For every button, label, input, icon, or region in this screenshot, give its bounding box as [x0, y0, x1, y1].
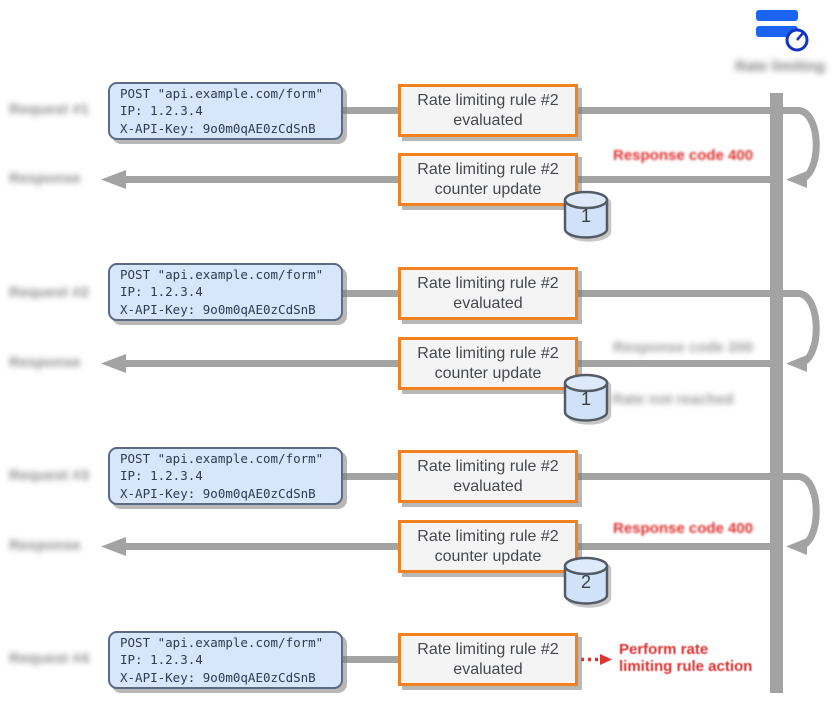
processing-arc-3: [799, 477, 816, 547]
request-label-3: Request #3: [9, 467, 90, 484]
request-label-1: Request #1: [9, 101, 90, 118]
rate-limiting-rules-icon: [752, 5, 812, 53]
response-label-2: Response: [9, 354, 81, 371]
counter-update-box-1: Rate limiting rule #2 counter update: [398, 153, 578, 206]
rule-action-line1: Perform rate: [619, 641, 709, 658]
counter-value-2: 1: [580, 389, 591, 409]
request-method-line: POST "api.example.com/form": [120, 266, 324, 282]
rule-evaluated-box-3: Rate limiting rule #2 evaluated: [398, 450, 578, 503]
request-apikey-line: X-API-Key: 9o0m0qAE0zCdSnB: [120, 485, 316, 501]
request-ip-line: IP: 1.2.3.4: [120, 468, 203, 484]
arc-arrowhead-3: [786, 538, 807, 555]
rule-evaluated-box-4: Rate limiting rule #2 evaluated: [398, 633, 578, 686]
request-box-1: [108, 82, 343, 140]
request-ip-line: IP: 1.2.3.4: [120, 652, 203, 668]
rule-action-annotation: [619, 641, 752, 676]
rule-action-arrowhead: [600, 654, 612, 665]
request-method-line: POST "api.example.com/form": [120, 634, 324, 650]
counter-value-3: 2: [580, 572, 591, 592]
response-arrowhead-2: [101, 354, 126, 373]
request-box-3: [108, 447, 343, 505]
arc-arrowhead-2: [786, 355, 807, 372]
request-box-2: [108, 263, 343, 321]
request-apikey-line: X-API-Key: 9o0m0qAE0zCdSnB: [120, 120, 316, 136]
rule-action-line2: limiting rule action: [619, 658, 753, 676]
counter-db-3: [562, 556, 610, 606]
response-code-annotation-1: Response code 400: [613, 147, 754, 164]
counter-db-2: [562, 373, 610, 423]
response-code-annotation-2: Response code 200: [613, 339, 754, 356]
counter-update-box-3: Rate limiting rule #2 counter update: [398, 520, 578, 573]
request-method-line: POST "api.example.com/form": [120, 85, 324, 101]
response-label-1: Response: [9, 170, 81, 187]
processing-arc-1: [799, 111, 816, 180]
request-label-4: Request #4: [9, 650, 90, 667]
request-box-4: [108, 631, 343, 689]
counter-value-1: 1: [580, 206, 591, 226]
arc-arrowhead-1: [786, 171, 807, 188]
counter-db-1: [562, 190, 610, 240]
response-label-3: Response: [9, 537, 81, 554]
rule-evaluated-box-1: Rate limiting rule #2 evaluated: [398, 84, 578, 137]
rule-evaluated-box-2: Rate limiting rule #2 evaluated: [398, 267, 578, 320]
rate-status-annotation-2: Rate not reached: [612, 391, 734, 408]
processing-arc-2: [799, 294, 816, 364]
request-ip-line: IP: 1.2.3.4: [120, 103, 203, 119]
request-line-4: [343, 656, 398, 663]
counter-update-box-2: Rate limiting rule #2 counter update: [398, 337, 578, 390]
response-arrowhead-3: [101, 537, 126, 556]
request-method-line: POST "api.example.com/form": [120, 450, 324, 466]
server-caption: Rate limiting: [734, 58, 825, 75]
request-label-2: Request #2: [9, 284, 90, 301]
response-code-annotation-3: Response code 400: [613, 520, 754, 537]
response-arrowhead-1: [101, 170, 126, 189]
request-ip-line: IP: 1.2.3.4: [120, 284, 203, 300]
request-apikey-line: X-API-Key: 9o0m0qAE0zCdSnB: [120, 669, 316, 685]
request-apikey-line: X-API-Key: 9o0m0qAE0zCdSnB: [120, 301, 316, 317]
